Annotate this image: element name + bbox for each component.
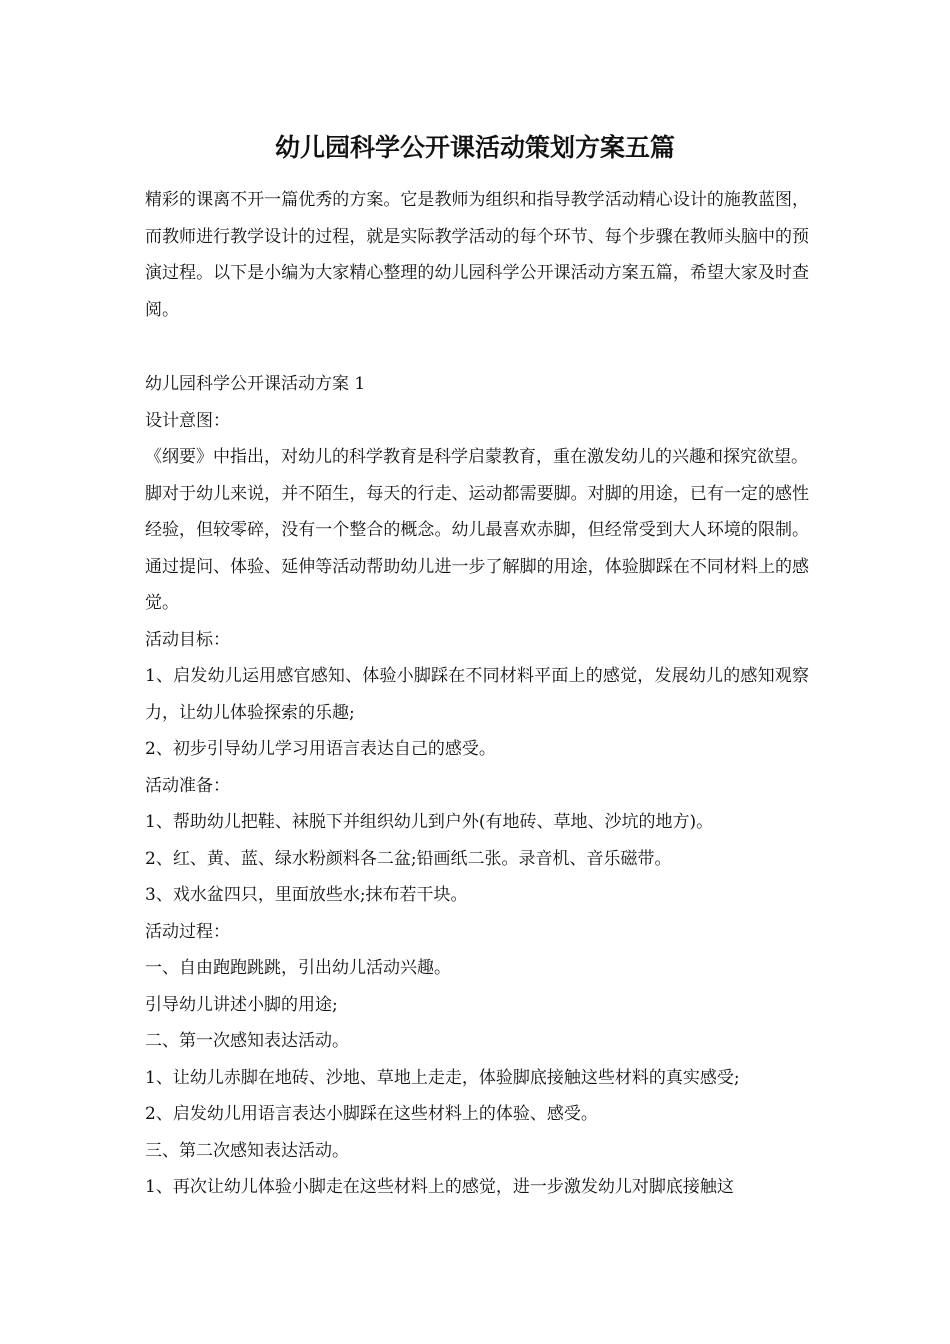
list-item: 3、戏水盆四只，里面放些水;抹布若干块。	[145, 885, 468, 905]
list-item: 2、红、黄、蓝、绿水粉颜料各二盆;铅画纸二张。录音机、音乐磁带。	[145, 848, 672, 869]
body-paragraph: 《纲要》中指出，对幼儿的科学教育是科学启蒙教育，重在激发幼儿的兴趣和探究欲望。	[145, 447, 808, 467]
document-body	[145, 366, 809, 1206]
list-item: 引导幼儿讲述小脚的用途;	[145, 994, 338, 1015]
list-item: 2、启发幼儿用语言表达小脚踩在这些材料上的体验、感受。	[145, 1104, 598, 1124]
subheading-process: 活动过程：	[145, 921, 230, 942]
list-item: 一、自由跑跑跳跳，引出幼儿活动兴趣。	[145, 958, 451, 978]
subheading-goals: 活动目标：	[145, 629, 230, 650]
list-item: 二、第一次感知表达活动。	[145, 1031, 349, 1051]
subheading-preparation: 活动准备：	[145, 775, 230, 796]
list-item: 1、启发幼儿运用感官感知、体验小脚踩在不同材料平面上的感觉，发展幼儿的感知观察力，让幼儿体验探索的乐趣;	[145, 666, 809, 723]
intro-paragraph: 精彩的课离不开一篇优秀的方案。它是教师为组织和指导教学活动精心设计的施教蓝图，而教师进行教学设计的过程，就是实际教学活动的每个环节、每个步骤在教师头脑中的预演过程。以下是小编为大家精心整理的幼儿园科学公开课活动方案五篇，希望大家及时查阅。	[145, 190, 809, 320]
list-item: 1、再次让幼儿体验小脚走在这些材料上的感觉，进一步激发幼儿对脚底接触这	[145, 1177, 734, 1197]
list-item: 2、初步引导幼儿学习用语言表达自己的感受。	[145, 739, 496, 759]
section-heading: 幼儿园科学公开课活动方案 1	[145, 374, 366, 394]
body-paragraph: 脚对于幼儿来说，并不陌生，每天的行走、运动都需要脚。对脚的用途，已有一定的感性经验，但较零碎，没有一个整合的概念。幼儿最喜欢赤脚，但经常受到大人环境的限制。通过提问、体验、延伸等活动帮助幼儿进一步了解脚的用途，体验脚踩在不同材料上的感觉。	[145, 483, 809, 613]
list-item: 1、帮助幼儿把鞋、袜脱下并组织幼儿到户外(有地砖、草地、沙坑的地方)。	[145, 812, 714, 832]
list-item: 三、第二次感知表达活动。	[145, 1140, 349, 1161]
document-title: 幼儿园科学公开课活动策划方案五篇	[274, 133, 675, 162]
list-item: 1、让幼儿赤脚在地砖、沙地、草地上走走，体验脚底接触这些材料的真实感受;	[145, 1067, 740, 1088]
subheading-design-intent: 设计意图：	[145, 410, 230, 431]
